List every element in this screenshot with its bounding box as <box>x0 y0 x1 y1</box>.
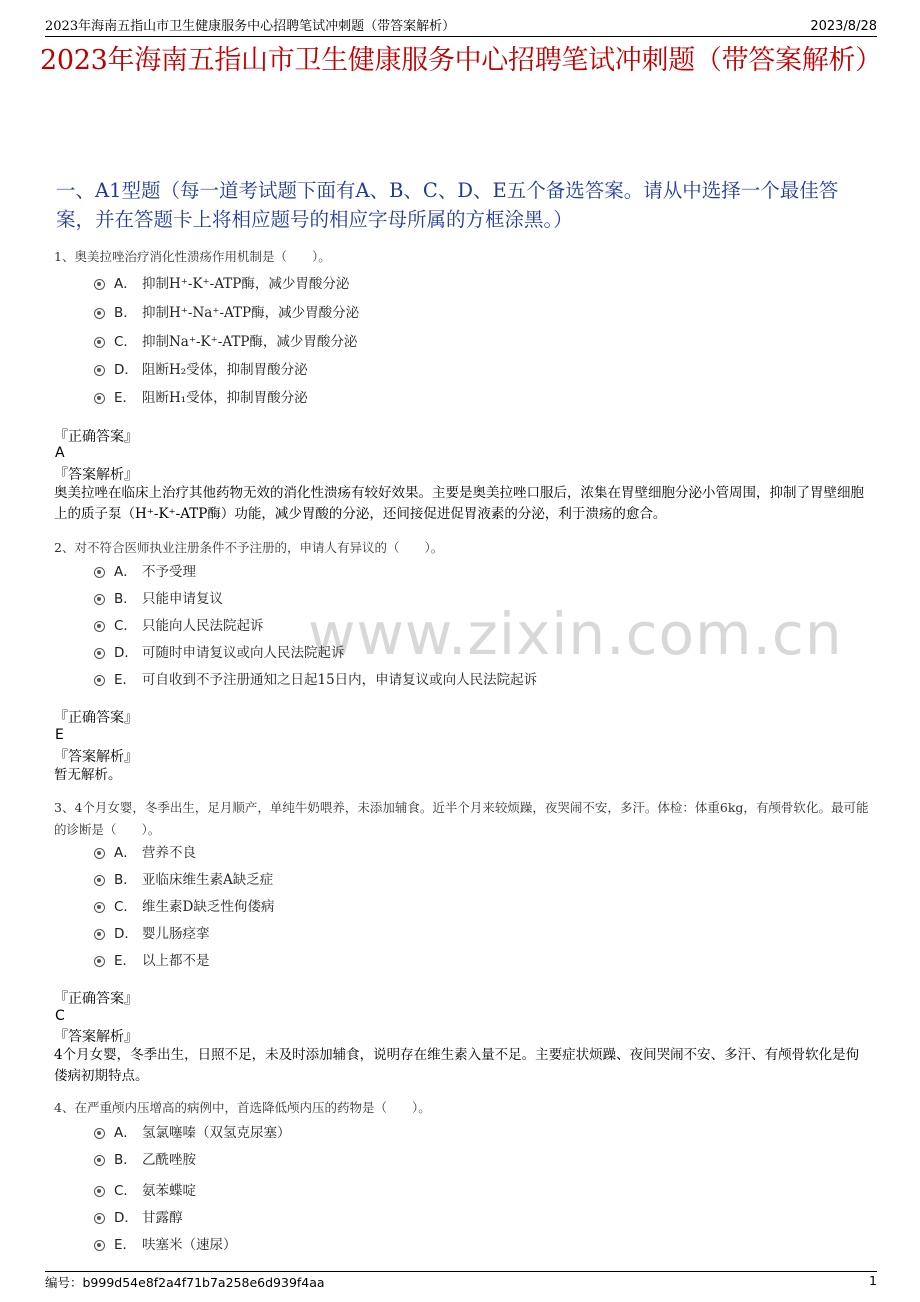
option-text: 氨苯蝶啶 <box>142 1183 196 1199</box>
document-title: 2023年海南五指山市卫生健康服务中心招聘笔试冲刺题（带答案解析） <box>40 45 882 76</box>
option-a[interactable]: A． 抑制H⁺-K⁺-ATP酶，减少胃酸分泌 <box>94 272 349 292</box>
option-text: 亚临床维生素A缺乏症 <box>142 872 274 888</box>
option-d[interactable]: D． 甘露醇 <box>94 1206 183 1226</box>
analysis-text: 奥美拉唑在临床上治疗其他药物无效的消化性溃疡有较好效果。主要是奥美拉唑口服后，浓集在胃壁细胞分泌小管周围，抑制了胃壁细胞上的质子泵（H⁺-K⁺-ATP酶）功能，减少胃酸的分泌，还间接促进促胃液素的分泌，利于溃疡的愈合。 <box>54 485 864 522</box>
radio-icon[interactable] <box>94 279 105 290</box>
radio-icon[interactable] <box>94 675 105 686</box>
radio-icon[interactable] <box>94 956 105 967</box>
correct-answer-label: 『正确答案』 <box>54 710 138 726</box>
radio-icon[interactable] <box>94 848 105 859</box>
header-title: 2023年海南五指山市卫生健康服务中心招聘笔试冲刺题（带答案解析） <box>45 19 456 34</box>
option-text: 甘露醇 <box>142 1210 183 1226</box>
radio-icon[interactable] <box>94 1240 105 1251</box>
radio-icon[interactable] <box>94 902 105 913</box>
option-text: 阻断H₁受体，抑制胃酸分泌 <box>142 390 308 406</box>
correct-answer: C <box>55 1008 65 1024</box>
radio-icon[interactable] <box>94 1155 105 1166</box>
option-text: 不予受理 <box>142 564 196 580</box>
analysis-label: 『答案解析』 <box>54 467 138 483</box>
option-d[interactable]: D． 婴儿肠痉挛 <box>94 922 210 942</box>
radio-icon[interactable] <box>94 1128 105 1139</box>
option-c[interactable]: C． 只能向人民法院起诉 <box>94 614 264 634</box>
option-text: 阻断H₂受体，抑制胃酸分泌 <box>142 362 308 378</box>
page-footer <box>45 1271 877 1291</box>
option-text: 呋塞米（速尿） <box>142 1237 237 1253</box>
correct-answer: A <box>55 445 65 461</box>
option-text: 抑制H⁺-K⁺-ATP酶，减少胃酸分泌 <box>142 276 350 292</box>
option-text: 抑制Na⁺-K⁺-ATP酶，减少胃酸分泌 <box>142 334 358 350</box>
radio-icon[interactable] <box>94 337 105 348</box>
option-text: 抑制H⁺-Na⁺-ATP酶，减少胃酸分泌 <box>142 305 360 321</box>
question-stem: 4、在严重颅内压增高的病例中，首选降低颅内压的药物是（ ）。 <box>54 1100 431 1115</box>
option-a[interactable]: A． 氢氯噻嗪（双氢克尿塞） <box>94 1121 291 1141</box>
correct-answer: E <box>55 727 64 743</box>
radio-icon[interactable] <box>94 393 105 404</box>
document-id: 编号：b999d54e8f2a4f71b7a258e6d939f4aa <box>45 1275 325 1290</box>
option-a[interactable]: A． 营养不良 <box>94 841 196 861</box>
question-stem: 1、奥美拉唑治疗消化性溃疡作用机制是（ ）。 <box>54 249 331 264</box>
option-d[interactable]: D． 阻断H₂受体，抑制胃酸分泌 <box>94 358 308 378</box>
analysis-text: 4个月女婴，冬季出生，日照不足，未及时添加辅食，说明存在维生素入量不足。主要症状烦躁、夜间哭闹不安、多汗、有颅骨软化是佝偻病初期特点。 <box>54 1047 860 1084</box>
radio-icon[interactable] <box>94 308 105 319</box>
analysis-label: 『答案解析』 <box>54 1029 138 1045</box>
analysis-text: 暂无解析。 <box>54 767 122 783</box>
radio-icon[interactable] <box>94 621 105 632</box>
option-c[interactable]: C． 维生素D缺乏性佝偻病 <box>94 895 274 915</box>
correct-answer-label: 『正确答案』 <box>54 991 138 1007</box>
option-text: 可随时申请复议或向人民法院起诉 <box>142 645 345 661</box>
radio-icon[interactable] <box>94 567 105 578</box>
radio-icon[interactable] <box>94 875 105 886</box>
option-text: 只能申请复议 <box>142 591 223 607</box>
radio-icon[interactable] <box>94 648 105 659</box>
option-text: 可自收到不予注册通知之日起15日内，申请复议或向人民法院起诉 <box>142 672 538 688</box>
option-b[interactable]: B． 乙酰唑胺 <box>94 1148 196 1168</box>
option-e[interactable]: E． 阻断H₁受体，抑制胃酸分泌 <box>94 386 308 406</box>
radio-icon[interactable] <box>94 1186 105 1197</box>
radio-icon[interactable] <box>94 1213 105 1224</box>
question-stem: 3、4个月女婴，冬季出生，足月顺产，单纯牛奶喂养，未添加辅食。近半个月来较烦躁，夜哭闹不安，多汗。体检：体重6kg，有颅骨软化。最可能的诊断是（ ）。 <box>54 800 869 837</box>
option-b[interactable]: B． 只能申请复议 <box>94 587 223 607</box>
header-date: 2023/8/28 <box>810 19 877 34</box>
radio-icon[interactable] <box>94 929 105 940</box>
option-e[interactable]: E． 呋塞米（速尿） <box>94 1233 237 1253</box>
question-stem: 2、对不符合医师执业注册条件不予注册的，申请人有异议的（ ）。 <box>54 540 444 555</box>
analysis-label: 『答案解析』 <box>54 749 138 765</box>
radio-icon[interactable] <box>94 594 105 605</box>
option-text: 婴儿肠痉挛 <box>142 926 210 942</box>
radio-icon[interactable] <box>94 365 105 376</box>
option-text: 营养不良 <box>142 845 196 861</box>
correct-answer-label: 『正确答案』 <box>54 429 138 445</box>
option-b[interactable]: B． 亚临床维生素A缺乏症 <box>94 868 273 888</box>
option-d[interactable]: D． 可随时申请复议或向人民法院起诉 <box>94 641 345 661</box>
option-e[interactable]: E． 可自收到不予注册通知之日起15日内，申请复议或向人民法院起诉 <box>94 668 537 688</box>
option-text: 乙酰唑胺 <box>142 1152 196 1168</box>
option-text: 维生素D缺乏性佝偻病 <box>142 899 275 915</box>
option-e[interactable]: E． 以上都不是 <box>94 949 210 969</box>
option-c[interactable]: C． 抑制Na⁺-K⁺-ATP酶，减少胃酸分泌 <box>94 330 357 350</box>
option-b[interactable]: B． 抑制H⁺-Na⁺-ATP酶，减少胃酸分泌 <box>94 301 359 321</box>
option-a[interactable]: A． 不予受理 <box>94 560 196 580</box>
option-text: 氢氯噻嗪（双氢克尿塞） <box>142 1125 291 1141</box>
option-text: 以上都不是 <box>142 953 210 969</box>
option-c[interactable]: C． 氨苯蝶啶 <box>94 1179 196 1199</box>
watermark: www.zixin.com.cn <box>308 600 843 668</box>
page-header <box>45 12 877 37</box>
page-number: 1 <box>869 1273 877 1288</box>
option-text: 只能向人民法院起诉 <box>142 618 264 634</box>
section-heading: 一、A1型题（每一道考试题下面有A、B、C、D、E五个备选答案。请从中选择一个最佳答案，并在答题卡上将相应题号的相应字母所属的方框涂黑。） <box>56 179 839 231</box>
